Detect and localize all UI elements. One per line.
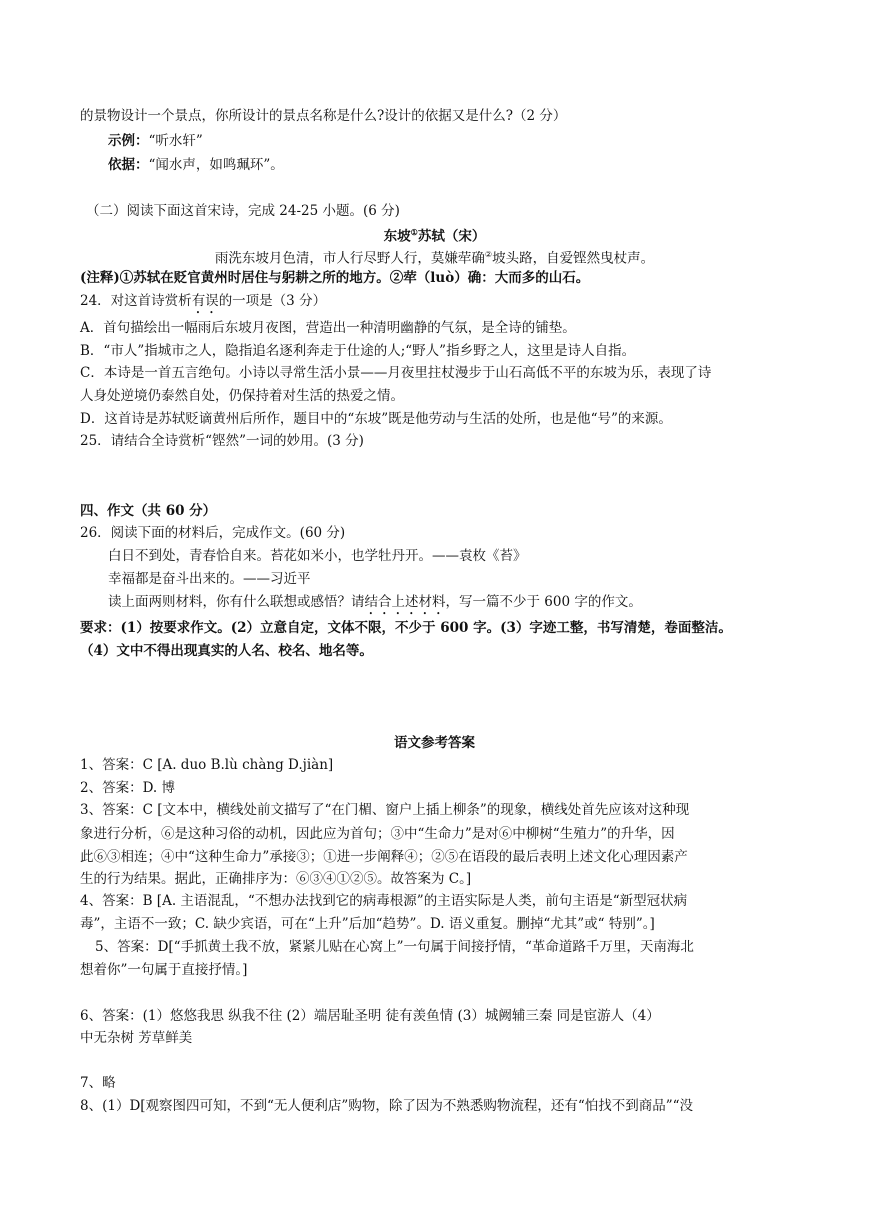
q23-basis-text: “闻水声，如鸣珮环”。	[148, 157, 284, 173]
q24-option-c-line1: C．本诗是一首五言绝句。小诗以寻常生活小景——月夜里拄杖漫步于山石高低不平的东坡为乐，表现了诗	[80, 365, 712, 381]
answers-title: 语文参考答案	[394, 735, 475, 751]
q23-example-label: 示例：	[108, 133, 149, 149]
q24-option-b: B．“市人”指城市之人，隐指追名逐利奔走于仕途的人;“野人”指乡野之人，这里是诗人自指。	[80, 343, 636, 359]
answer-4-line2: 毒”，主语不一致；C. 缺少宾语，可在“上升”后加“趋势”。D. 语义重复。删掉“尤其”或“ 特别”。]	[80, 916, 655, 932]
instruction-part1: 读上面两则材料，你有什么联想或感悟？请	[108, 594, 365, 610]
section4-heading: 四、作文（共 60 分）	[80, 503, 217, 519]
material-1: 白日不到处，青春恰自来。苔花如米小，也学牡丹开。——袁枚《苔》	[108, 548, 527, 564]
requirements-line1: 要求：(1）按要求作文。(2）立意自定，文体不限，不少于 600 字。(3）字迹工整，书写清楚，卷面整洁。	[80, 620, 732, 636]
poem-title-footnote-mark: ①	[410, 227, 418, 237]
answer-8: 8、(1）D[观察图四可知，不到“无人便利店”购物，除了因为不熟悉购物流程，还有“怕找不到商品”“没	[80, 1098, 694, 1114]
q23-example	[108, 131, 797, 151]
answer-2: 2、答案：D. 博	[80, 780, 176, 796]
answer-3-line3: 此⑥③相连；④中“这种生命力”承接③；①进一步阐释④；②⑤在语段的最后表明上述文化心理因素产	[80, 849, 688, 865]
q26-stem: 26．阅读下面的材料后，完成作文。(60 分)	[80, 525, 346, 541]
material-instruction	[108, 592, 797, 618]
answer-3-line1: 3、答案：C [文本中，横线处前文描写了“在门楣、窗户上插上柳条”的现象，横线处首先应该对这种现	[80, 802, 690, 818]
q23-continuation: 的景物设计一个景点，你所设计的景点名称是什么?设计的依据又是什么?（2 分）	[80, 108, 567, 124]
poem-note: (注释)①苏轼在贬官黄州时居住与躬耕之所的地方。②荦（luò）确：大而多的山石。	[80, 270, 590, 286]
q24-option-c-line2: 人身处逆境仍泰然自处，仍保持着对生活的热爱之情。	[80, 388, 404, 404]
q24-stem-emphasis: 有误	[191, 293, 219, 309]
q24-stem-part1: 24．对这首诗赏析	[80, 293, 192, 309]
q23-example-text: “听水轩”	[148, 133, 203, 149]
poem-body-part1: 雨洗东坡月色清，市人行尽野人行，莫嫌荦确	[214, 250, 485, 267]
answer-5-line1: 5、答案：D[“手抓黄土我不放，紧紧儿贴在心窝上”一句属于间接抒情，“革命道路千万里，天南海北	[95, 939, 694, 955]
poem-body	[0, 245, 869, 269]
poem-body-footnote-mark: ②	[484, 250, 493, 259]
material-2: 幸福都是奋斗出来的。——习近平	[108, 571, 311, 587]
answer-1: 1、答案：C [A. duo B.lù chàng D.jiàn]	[80, 757, 334, 773]
poem-body-part2: 坡头路，自爱铿然曳杖声。	[492, 250, 655, 267]
requirements-line2: （4）文中不得出现真实的人名、校名、地名等。	[80, 643, 373, 659]
q24-stem-part2: 的一项是（3 分）	[218, 293, 327, 309]
answer-6-line1: 6、答案：(1）悠悠我思 纵我不往 (2）端居耻圣明 徒有羡鱼情 (3）城阙辅三秦 同是宦游人（4）	[80, 1008, 660, 1024]
answer-6-line2: 中无杂树 芳草鲜美	[80, 1030, 193, 1046]
section2-intro: （二）阅读下面这首宋诗，完成 24-25 小题。(6 分)	[86, 203, 400, 219]
answer-4-line1: 4、答案：B [A. 主语混乱，“不想办法找到它的病毒根源”的主语实际是人类，前句主语是“新型冠状病	[80, 893, 688, 909]
answer-3-line2: 象进行分析，⑥是这种习俗的动机，因此应为首句；③中“生命力”是对⑥中柳树“生殖力”的升华，因	[80, 826, 675, 842]
q25-stem: 25．请结合全诗赏析“铿然”一词的妙用。(3 分)	[80, 433, 364, 449]
poem-author: 苏轼（宋）	[417, 228, 486, 245]
answer-3-line4: 生的行为结果。据此，正确排序为：⑥③④①②⑤。故答案为 C。]	[80, 871, 472, 887]
answer-7: 7、略	[80, 1075, 116, 1091]
q24-stem	[80, 291, 797, 317]
instruction-emphasis: 结合上述材料	[364, 594, 446, 610]
poem-title	[0, 222, 869, 247]
q24-option-a: A．首句描绘出一幅雨后东坡月夜图，营造出一种清明幽静的气氛，是全诗的铺垫。	[80, 320, 576, 336]
q24-option-d: D．这首诗是苏轼贬谪黄州后所作，题目中的“东坡”既是他劳动与生活的处所，也是他“号”的来源。	[80, 411, 672, 427]
poem-title-name: 东坡	[383, 228, 411, 245]
instruction-part2: ，写一篇不少于 600 字的作文。	[445, 594, 642, 610]
q23-basis-label: 依据：	[108, 157, 149, 173]
q23-basis	[108, 155, 797, 175]
answer-5-line2: 想着你”一句属于直接抒情。]	[80, 962, 248, 978]
